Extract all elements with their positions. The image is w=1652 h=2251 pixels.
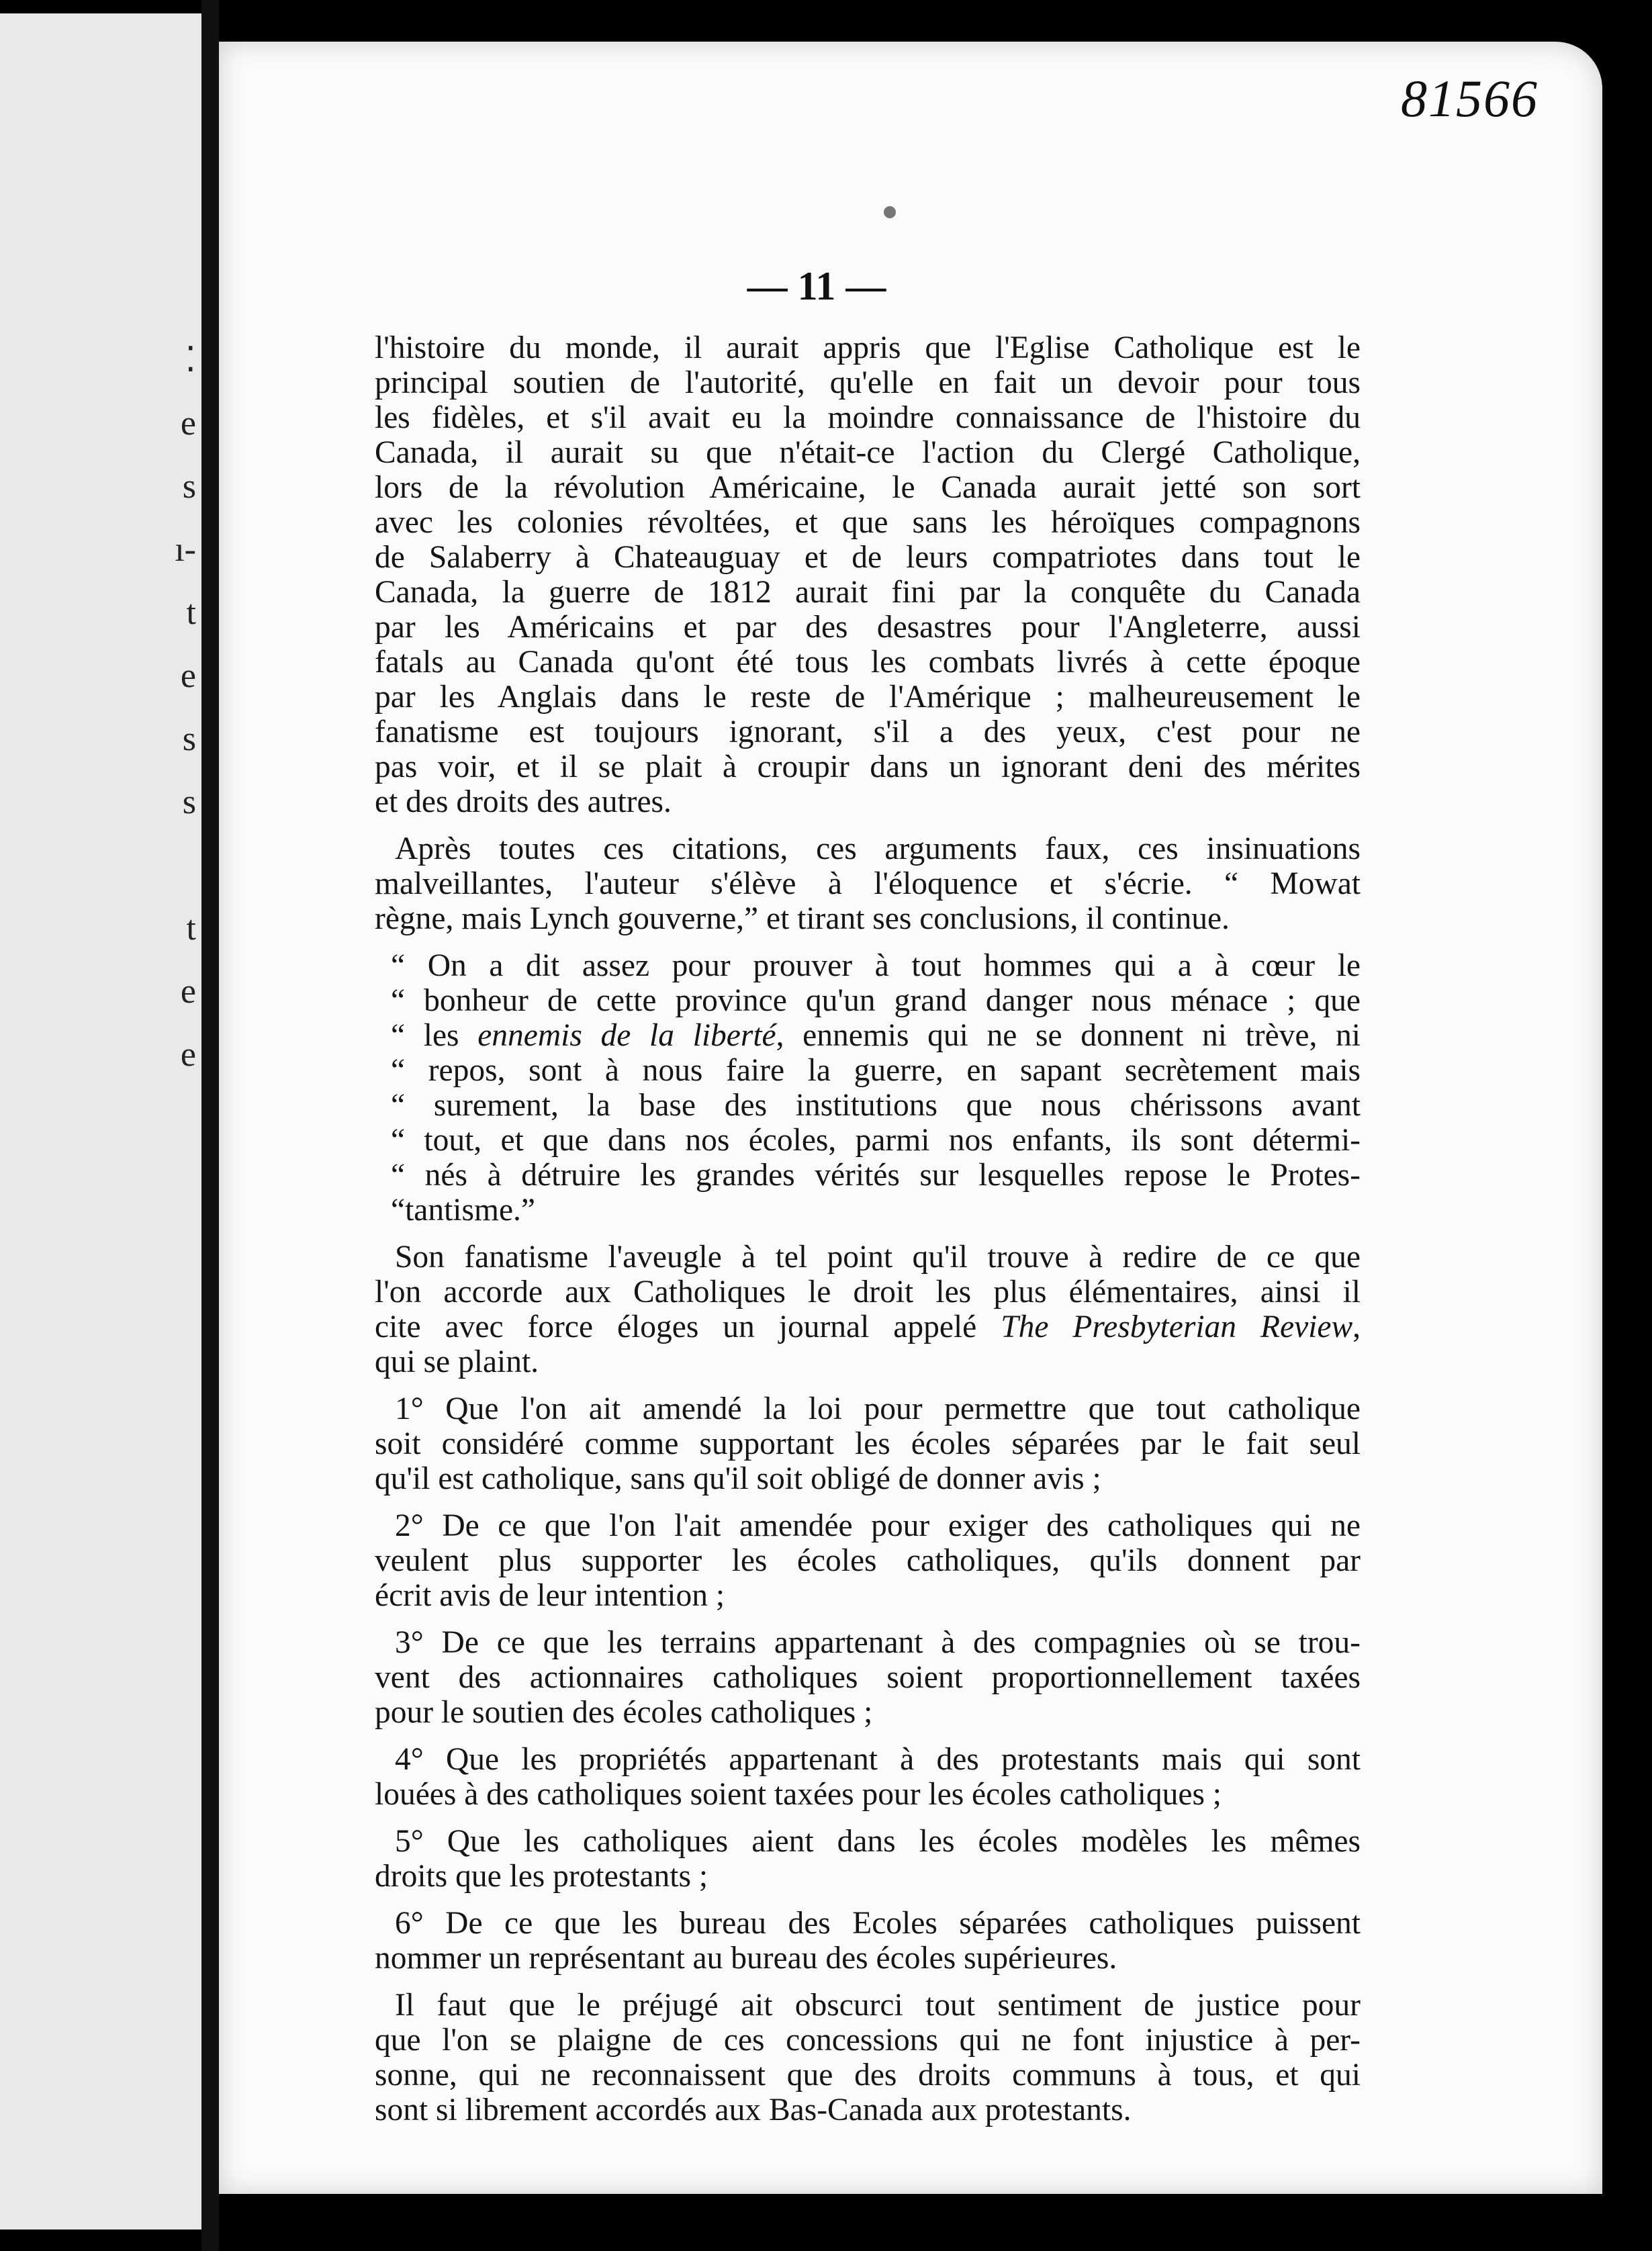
italic-title: ennemis de la liberté <box>477 1018 776 1053</box>
paragraph <box>375 1824 1361 1894</box>
text-line: fanatisme est toujours ignorant, s'il a des yeux, c'est pour ne <box>375 715 1361 749</box>
text-line: et des droits des autres. <box>375 784 672 819</box>
margin-char: e <box>180 404 196 443</box>
text-line: pour le soutien des écoles catholiques ; <box>375 1695 873 1730</box>
book-gutter <box>201 0 219 2251</box>
text-line: “tantisme.” <box>391 1193 535 1228</box>
previous-page-margin-text <box>175 329 196 1087</box>
text-line: principal soutien de l'autorité, qu'elle en fait un devoir pour tous <box>375 365 1361 400</box>
margin-char: t <box>186 909 196 948</box>
paragraph <box>375 1240 1361 1379</box>
text-line: malveillantes, l'auteur s'élève à l'éloquence et s'écrie. “ Mowat <box>375 866 1361 901</box>
text-line: Canada, il aurait su que n'était-ce l'action du Clergé Catholique, <box>375 435 1361 470</box>
text-line: soit considéré comme supportant les écoles séparées par le fait seul <box>375 1426 1361 1461</box>
page-number: — 11 — <box>747 264 886 308</box>
margin-char: s <box>182 783 196 821</box>
text-line: droits que les protestants ; <box>375 1859 708 1894</box>
text-line: par les Américains et par des desastres pour l'Angleterre, aussi <box>375 610 1361 645</box>
quote-paragraph <box>375 948 1361 1228</box>
text-line: l'histoire du monde, il aurait appris que l'Eglise Catholique est le <box>375 330 1361 365</box>
margin-char: e <box>180 1036 196 1074</box>
text-line: avec les colonies révoltées, et que sans les héroïques compagnons <box>375 505 1361 540</box>
text-line: que l'on se plaigne de ces concessions qui ne font injustice à per- <box>375 2023 1361 2058</box>
text-line: nommer un représentant au bureau des écoles supérieures. <box>375 1941 1117 1976</box>
margin-char: ⁚ <box>185 341 196 379</box>
text-line: “ les ennemis de la liberté, ennemis qui ne se donnent ni trève, ni <box>391 1018 1361 1053</box>
text-line: Son fanatisme l'aveugle à tel point qu'il trouve à redire de ce que <box>395 1240 1361 1275</box>
text-line: qui se plaint. <box>375 1344 539 1379</box>
text-line: 1° Que l'on ait amendé la loi pour permettre que tout catholique <box>395 1391 1361 1426</box>
text-line: Après toutes ces citations, ces arguments faux, ces insinuations <box>395 831 1361 866</box>
text-line: règne, mais Lynch gouverne,” et tirant ses conclusions, il continue. <box>375 901 1230 936</box>
text-line: “ surement, la base des institutions que nous chérissons avant <box>391 1088 1361 1123</box>
previous-page-edge <box>0 13 201 2230</box>
margin-char: e <box>180 972 196 1011</box>
paragraph <box>375 1742 1361 1812</box>
text-line: lors de la révolution Américaine, le Canada aurait jetté son sort <box>375 470 1361 505</box>
text-line: sont si librement accordés aux Bas-Canada aux protestants. <box>375 2093 1132 2127</box>
speck <box>884 206 896 218</box>
text-line: 4° Que les propriétés appartenant à des protestants mais qui sont <box>395 1742 1361 1777</box>
margin-char: s <box>182 467 196 506</box>
text-line: qu'il est catholique, sans qu'il soit obligé de donner avis ; <box>375 1461 1101 1496</box>
margin-char: t <box>186 594 196 632</box>
paragraph <box>375 831 1361 936</box>
text-line: cite avec force éloges un journal appelé The Presbyterian Review, <box>375 1310 1361 1344</box>
italic-title: The Presbyterian Review <box>1001 1310 1353 1344</box>
text-line: “ On a dit assez pour prouver à tout hommes qui a à cœur le <box>391 948 1361 983</box>
text-line: louées à des catholiques soient taxées pour les écoles catholiques ; <box>375 1777 1222 1812</box>
text-line: 5° Que les catholiques aient dans les écoles modèles les mêmes <box>395 1824 1361 1859</box>
margin-char: s <box>182 720 196 758</box>
text-line: l'on accorde aux Catholiques le droit les plus élémentaires, ainsi il <box>375 1275 1361 1310</box>
text-line: les fidèles, et s'il avait eu la moindre connaissance de l'histoire du <box>375 400 1361 435</box>
text-line: 2° De ce que l'on l'ait amendée pour exiger des catholiques qui ne <box>395 1508 1361 1543</box>
text-line: de Salaberry à Chateauguay et de leurs compatriotes dans tout le <box>375 540 1361 575</box>
text-line: pas voir, et il se plait à croupir dans un ignorant deni des mérites <box>375 749 1361 784</box>
text-line: par les Anglais dans le reste de l'Amérique ; malheureusement le <box>375 680 1361 715</box>
paragraph <box>375 1391 1361 1496</box>
document-page <box>219 42 1602 2194</box>
paragraph <box>375 1508 1361 1613</box>
text-line: Canada, la guerre de 1812 aurait fini par la conquête du Canada <box>375 575 1361 610</box>
text-line: vent des actionnaires catholiques soient proportionnellement taxées <box>375 1660 1361 1695</box>
text-line: “ repos, sont à nous faire la guerre, en sapant secrètement mais <box>391 1053 1361 1088</box>
text-line: veulent plus supporter les écoles catholiques, qu'ils donnent par <box>375 1543 1361 1578</box>
paragraph <box>375 1988 1361 2127</box>
text-line: “ nés à détruire les grandes vérités sur lesquelles repose le Protes- <box>391 1158 1361 1193</box>
margin-char: e <box>180 657 196 695</box>
text-line: Il faut que le préjugé ait obscurci tout sentiment de justice pour <box>395 1988 1361 2023</box>
margin-char: ı- <box>175 531 196 569</box>
text-line: écrit avis de leur intention ; <box>375 1578 725 1613</box>
margin-char <box>175 834 196 897</box>
scan-border-right <box>1602 0 1652 2251</box>
scan-border-bottom <box>219 2194 1652 2251</box>
body-text <box>375 330 1361 2140</box>
text-line: 6° De ce que les bureau des Ecoles séparées catholiques puissent <box>395 1906 1361 1941</box>
paragraph <box>375 330 1361 819</box>
text-line: fatals au Canada qu'ont été tous les combats livrés à cette époque <box>375 645 1361 680</box>
text-line: “ bonheur de cette province qu'un grand danger nous ménace ; que <box>391 983 1361 1018</box>
paragraph <box>375 1625 1361 1730</box>
text-line: sonne, qui ne reconnaissent que des droits communs à tous, et qui <box>375 2058 1361 2093</box>
text-line: 3° De ce que les terrains appartenant à des compagnies où se trou- <box>395 1625 1361 1660</box>
archive-number: 81566 <box>1401 69 1539 128</box>
paragraph <box>375 1906 1361 1976</box>
text-line: “ tout, et que dans nos écoles, parmi nos enfants, ils sont détermi- <box>391 1123 1361 1158</box>
